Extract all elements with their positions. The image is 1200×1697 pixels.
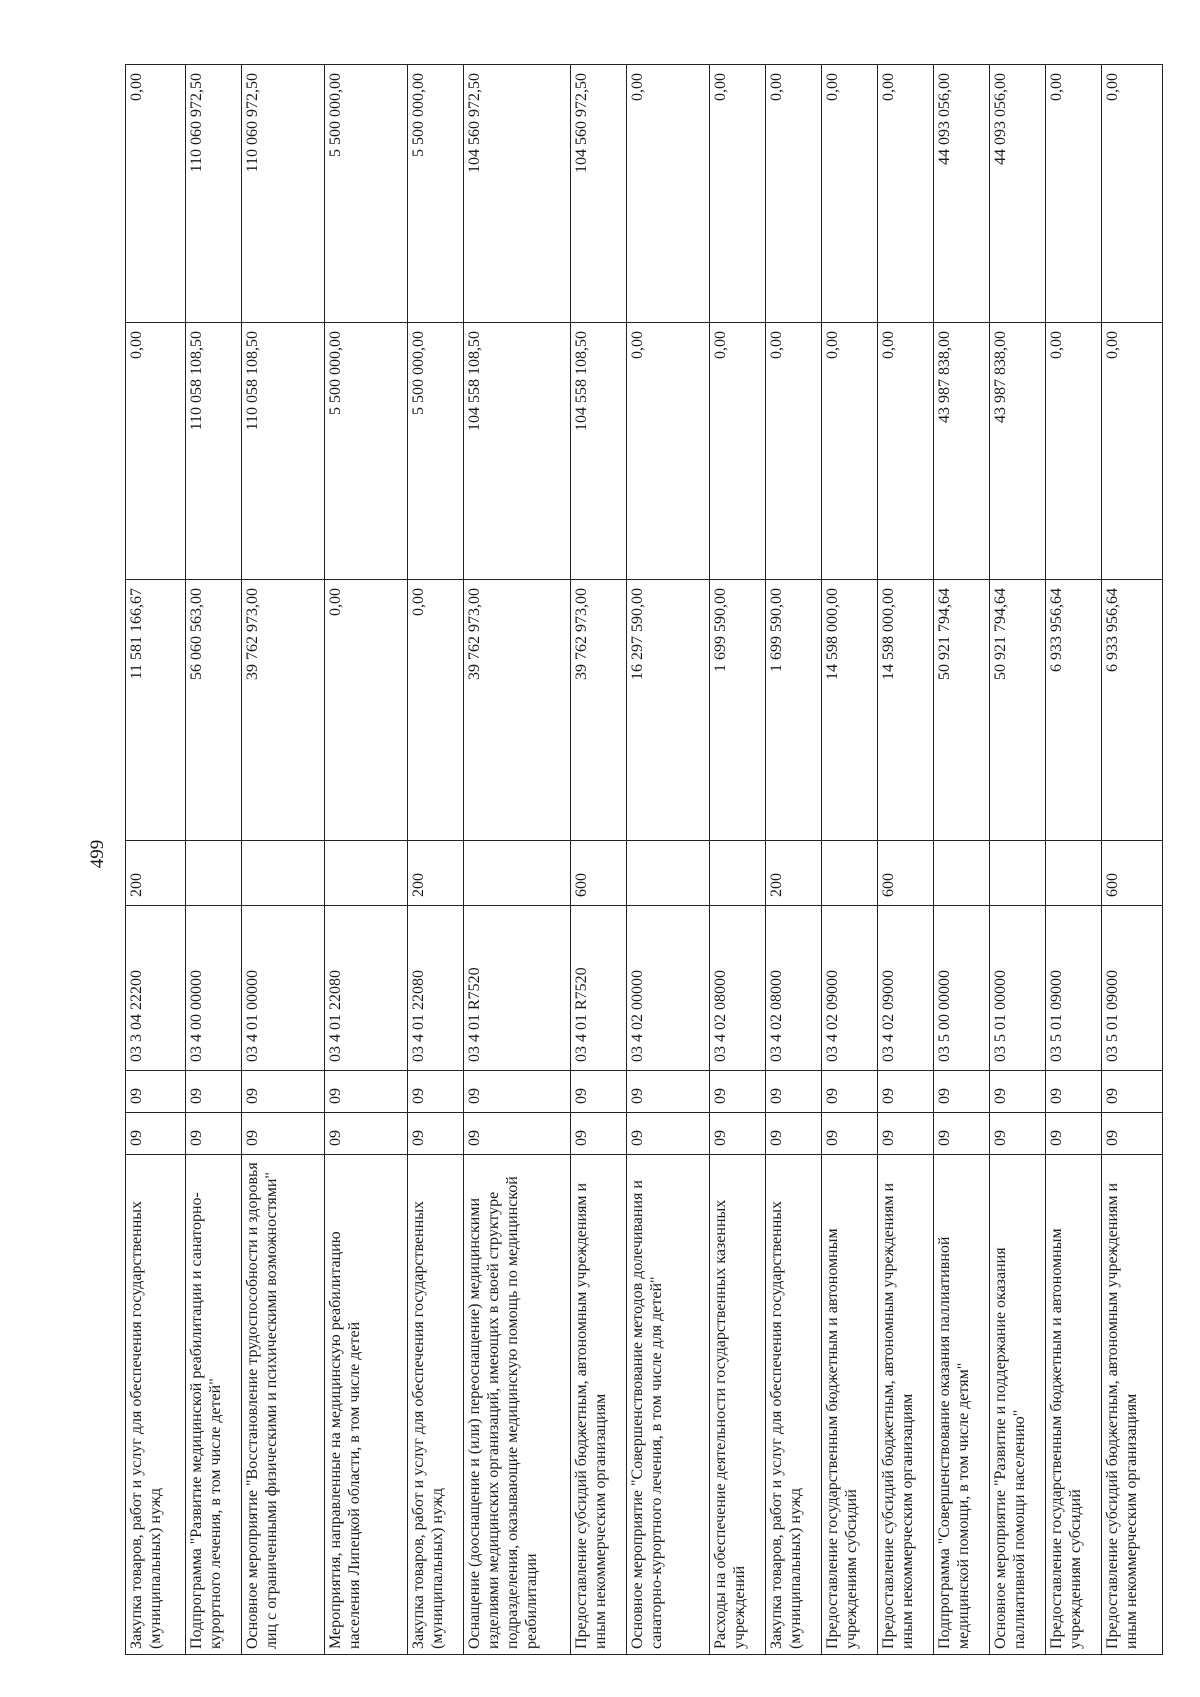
- rotated-table-container: [125, 65, 1140, 1655]
- row-target-article-cell: 03 4 00 00000: [186, 906, 242, 1071]
- row-target-article-cell: 03 4 02 08000: [710, 906, 766, 1071]
- row-subsection-cell: 09: [627, 1071, 710, 1113]
- row-section-cell: 09: [766, 1113, 822, 1155]
- row-expense-type-cell: 200: [766, 841, 822, 906]
- row-subsection-cell: 09: [1046, 1071, 1102, 1113]
- row-amount-1-cell: 16 297 590,00: [627, 580, 710, 841]
- row-subsection-cell: 09: [571, 1071, 627, 1113]
- row-section-cell: 09: [126, 1113, 186, 1155]
- row-expense-type-cell: 200: [408, 841, 464, 906]
- row-amount-2-cell: 5 500 000,00: [325, 323, 408, 580]
- table-row: [627, 65, 710, 1655]
- row-target-article-cell: 03 4 01 R7520: [464, 906, 571, 1071]
- row-amount-1-cell: 0,00: [408, 580, 464, 841]
- row-target-article-cell: 03 5 01 09000: [1046, 906, 1102, 1071]
- table-row: [242, 65, 325, 1655]
- row-amount-3-cell: 5 500 000,00: [325, 65, 408, 323]
- table-row: [1046, 65, 1102, 1655]
- row-target-article-cell: 03 4 02 08000: [766, 906, 822, 1071]
- row-amount-2-cell: 110 058 108,50: [186, 323, 242, 580]
- table-row: [408, 65, 464, 1655]
- row-expense-type-cell: 600: [878, 841, 934, 906]
- row-amount-3-cell: 0,00: [627, 65, 710, 323]
- row-amount-3-cell: 44 093 056,00: [934, 65, 990, 323]
- row-amount-1-cell: 50 921 794,64: [990, 580, 1046, 841]
- row-amount-1-cell: 39 762 973,00: [464, 580, 571, 841]
- row-target-article-cell: 03 4 02 09000: [878, 906, 934, 1071]
- row-amount-2-cell: 0,00: [822, 323, 878, 580]
- row-name-cell: Основное мероприятие "Развитие и поддержание оказания паллиативной помощи населению": [990, 1155, 1046, 1655]
- row-name-cell: Предоставление государственным бюджетным и автономным учреждениям субсидий: [822, 1155, 878, 1655]
- row-name-cell: Предоставление государственным бюджетным и автономным учреждениям субсидий: [1046, 1155, 1102, 1655]
- row-expense-type-cell: [710, 841, 766, 906]
- row-amount-1-cell: 14 598 000,00: [878, 580, 934, 841]
- row-amount-2-cell: 43 987 838,00: [934, 323, 990, 580]
- row-expense-type-cell: 200: [126, 841, 186, 906]
- row-amount-2-cell: 0,00: [126, 323, 186, 580]
- table-row: [186, 65, 242, 1655]
- row-amount-3-cell: 0,00: [766, 65, 822, 323]
- row-expense-type-cell: [325, 841, 408, 906]
- row-target-article-cell: 03 5 01 00000: [990, 906, 1046, 1071]
- page-number: 499: [87, 839, 108, 869]
- table-row: [1102, 65, 1163, 1655]
- row-amount-1-cell: 39 762 973,00: [242, 580, 325, 841]
- row-amount-3-cell: 44 093 056,00: [990, 65, 1046, 323]
- row-section-cell: 09: [710, 1113, 766, 1155]
- row-amount-2-cell: 43 987 838,00: [990, 323, 1046, 580]
- row-subsection-cell: 09: [990, 1071, 1046, 1113]
- row-subsection-cell: 09: [464, 1071, 571, 1113]
- table-row: [464, 65, 571, 1655]
- row-expense-type-cell: [627, 841, 710, 906]
- row-section-cell: 09: [464, 1113, 571, 1155]
- row-target-article-cell: 03 4 02 09000: [822, 906, 878, 1071]
- row-amount-2-cell: 0,00: [627, 323, 710, 580]
- row-amount-1-cell: 6 933 956,64: [1046, 580, 1102, 841]
- row-name-cell: Подпрограмма "Развитие медицинской реабилитации и санаторно-курортного лечения, в том числе детей": [186, 1155, 242, 1655]
- row-name-cell: Закупка товаров, работ и услуг для обеспечения государственных (муниципальных) нужд: [126, 1155, 186, 1655]
- row-amount-1-cell: 56 060 563,00: [186, 580, 242, 841]
- row-target-article-cell: 03 3 04 22200: [126, 906, 186, 1071]
- row-subsection-cell: 09: [186, 1071, 242, 1113]
- row-expense-type-cell: 600: [1102, 841, 1163, 906]
- row-expense-type-cell: [242, 841, 325, 906]
- row-section-cell: 09: [822, 1113, 878, 1155]
- row-expense-type-cell: [822, 841, 878, 906]
- row-target-article-cell: 03 4 01 22080: [325, 906, 408, 1071]
- row-amount-3-cell: 0,00: [822, 65, 878, 323]
- row-amount-1-cell: 0,00: [325, 580, 408, 841]
- row-amount-1-cell: 6 933 956,64: [1102, 580, 1163, 841]
- row-subsection-cell: 09: [126, 1071, 186, 1113]
- row-section-cell: 09: [408, 1113, 464, 1155]
- row-section-cell: 09: [186, 1113, 242, 1155]
- row-name-cell: Расходы на обеспечение деятельности государственных казенных учреждений: [710, 1155, 766, 1655]
- row-amount-3-cell: 5 500 000,00: [408, 65, 464, 323]
- row-target-article-cell: 03 5 00 00000: [934, 906, 990, 1071]
- table-row: [822, 65, 878, 1655]
- row-name-cell: Закупка товаров, работ и услуг для обеспечения государственных (муниципальных) нужд: [408, 1155, 464, 1655]
- row-amount-2-cell: 104 558 108,50: [464, 323, 571, 580]
- row-subsection-cell: 09: [1102, 1071, 1163, 1113]
- row-amount-1-cell: 1 699 590,00: [766, 580, 822, 841]
- row-section-cell: 09: [325, 1113, 408, 1155]
- row-subsection-cell: 09: [934, 1071, 990, 1113]
- row-section-cell: 09: [1046, 1113, 1102, 1155]
- row-target-article-cell: 03 4 01 22080: [408, 906, 464, 1071]
- row-amount-1-cell: 1 699 590,00: [710, 580, 766, 841]
- table-row: [325, 65, 408, 1655]
- row-target-article-cell: 03 4 02 00000: [627, 906, 710, 1071]
- row-subsection-cell: 09: [710, 1071, 766, 1113]
- row-amount-2-cell: 0,00: [710, 323, 766, 580]
- row-name-cell: Основное мероприятие "Совершенствование методов долечивания и санаторно-курортного лечения, в том числе для детей": [627, 1155, 710, 1655]
- budget-table: [125, 64, 1163, 1655]
- row-amount-2-cell: 0,00: [878, 323, 934, 580]
- row-expense-type-cell: [186, 841, 242, 906]
- row-subsection-cell: 09: [766, 1071, 822, 1113]
- table-row: [571, 65, 627, 1655]
- row-name-cell: Предоставление субсидий бюджетным, автономным учреждениям и иным некоммерческим организациям: [1102, 1155, 1163, 1655]
- row-expense-type-cell: [934, 841, 990, 906]
- row-amount-3-cell: 110 060 972,50: [242, 65, 325, 323]
- row-target-article-cell: 03 4 01 R7520: [571, 906, 627, 1071]
- row-amount-3-cell: 110 060 972,50: [186, 65, 242, 323]
- row-amount-2-cell: 0,00: [766, 323, 822, 580]
- table-row: [126, 65, 186, 1655]
- row-section-cell: 09: [878, 1113, 934, 1155]
- row-amount-3-cell: 0,00: [1046, 65, 1102, 323]
- row-amount-3-cell: 0,00: [878, 65, 934, 323]
- row-amount-2-cell: 110 058 108,50: [242, 323, 325, 580]
- row-amount-3-cell: 0,00: [126, 65, 186, 323]
- row-name-cell: Мероприятия, направленные на медицинскую реабилитацию населения Липецкой области, в том числе детей: [325, 1155, 408, 1655]
- row-subsection-cell: 09: [822, 1071, 878, 1113]
- row-amount-1-cell: 14 598 000,00: [822, 580, 878, 841]
- row-amount-2-cell: 0,00: [1102, 323, 1163, 580]
- table-row: [934, 65, 990, 1655]
- row-section-cell: 09: [990, 1113, 1046, 1155]
- row-name-cell: Закупка товаров, работ и услуг для обеспечения государственных (муниципальных) нужд: [766, 1155, 822, 1655]
- row-amount-2-cell: 104 558 108,50: [571, 323, 627, 580]
- table-row: [878, 65, 934, 1655]
- table-row: [990, 65, 1046, 1655]
- table-body: [126, 65, 1163, 1655]
- table-row: [766, 65, 822, 1655]
- row-section-cell: 09: [934, 1113, 990, 1155]
- row-name-cell: Основное мероприятие "Восстановление трудоспособности и здоровья лиц с ограниченными физическими и психическими возможностями": [242, 1155, 325, 1655]
- row-amount-3-cell: 104 560 972,50: [464, 65, 571, 323]
- row-section-cell: 09: [242, 1113, 325, 1155]
- row-subsection-cell: 09: [325, 1071, 408, 1113]
- row-amount-1-cell: 11 581 166,67: [126, 580, 186, 841]
- row-expense-type-cell: [990, 841, 1046, 906]
- row-subsection-cell: 09: [242, 1071, 325, 1113]
- row-subsection-cell: 09: [408, 1071, 464, 1113]
- row-section-cell: 09: [627, 1113, 710, 1155]
- row-name-cell: Предоставление субсидий бюджетным, автономным учреждениям и иным некоммерческим организациям: [878, 1155, 934, 1655]
- row-expense-type-cell: [464, 841, 571, 906]
- row-name-cell: Оснащение (дооснащение и (или) переоснащение) медицинскими изделиями медицинских организаций, имеющих в своей структуре подразделения, оказывающие медицинскую помощь по медицинской реабилитации: [464, 1155, 571, 1655]
- row-amount-1-cell: 39 762 973,00: [571, 580, 627, 841]
- row-target-article-cell: 03 4 01 00000: [242, 906, 325, 1071]
- row-subsection-cell: 09: [878, 1071, 934, 1113]
- row-expense-type-cell: [1046, 841, 1102, 906]
- row-name-cell: Подпрограмма "Совершенствование оказания паллиативной медицинской помощи, в том числе детям": [934, 1155, 990, 1655]
- row-amount-3-cell: 104 560 972,50: [571, 65, 627, 323]
- row-amount-2-cell: 0,00: [1046, 323, 1102, 580]
- row-amount-1-cell: 50 921 794,64: [934, 580, 990, 841]
- row-amount-3-cell: 0,00: [1102, 65, 1163, 323]
- row-name-cell: Предоставление субсидий бюджетным, автономным учреждениям и иным некоммерческим организациям: [571, 1155, 627, 1655]
- row-expense-type-cell: 600: [571, 841, 627, 906]
- row-target-article-cell: 03 5 01 09000: [1102, 906, 1163, 1071]
- row-amount-2-cell: 5 500 000,00: [408, 323, 464, 580]
- row-section-cell: 09: [571, 1113, 627, 1155]
- row-amount-3-cell: 0,00: [710, 65, 766, 323]
- row-section-cell: 09: [1102, 1113, 1163, 1155]
- table-row: [710, 65, 766, 1655]
